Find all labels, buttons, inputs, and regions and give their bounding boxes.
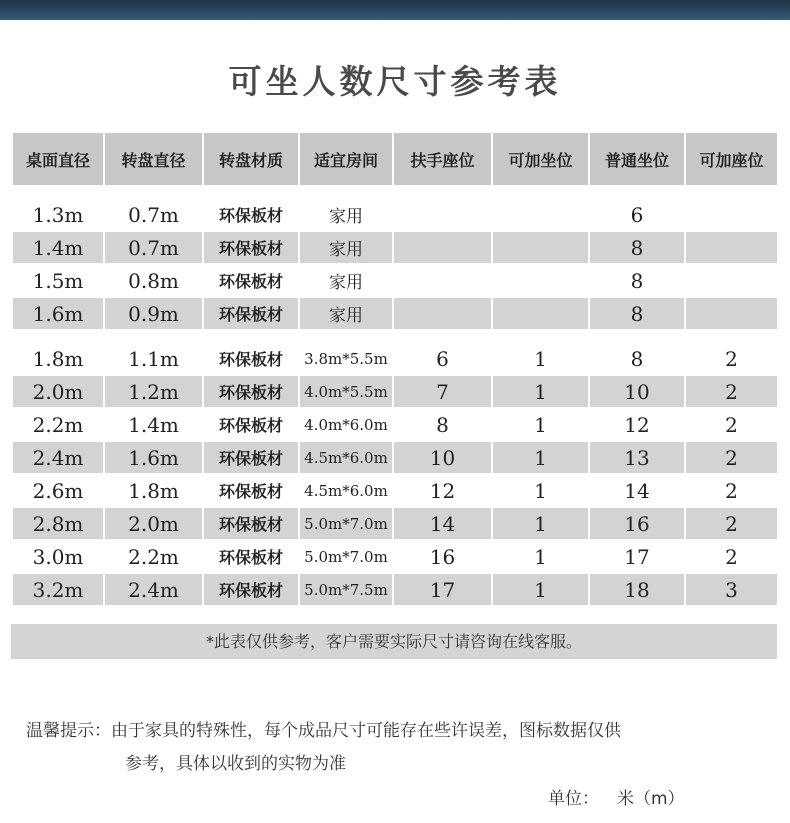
cell-turntable-diameter: 1.1m [128, 346, 179, 371]
cell-regular-seats: 8 [590, 232, 684, 263]
cell-turntable-diameter: 0.7m [105, 232, 202, 263]
cell-turntable-diameter: 2.4m [105, 574, 202, 605]
cell-armchair-seats: 16 [429, 544, 456, 569]
cell-extra-seats-2: 2 [686, 508, 777, 539]
cell-extra-seats-2 [686, 298, 777, 329]
cell-table-diameter: 3.0m [32, 544, 84, 569]
cell-armchair-seats: 6 [436, 346, 449, 371]
cell-regular-seats: 13 [590, 442, 684, 473]
table-row [13, 574, 777, 605]
cell-room: 5.0m*7.0m [300, 508, 392, 539]
top-banner [0, 0, 790, 20]
cell-material: 环保板材 [218, 548, 283, 567]
cell-extra-seats: 1 [534, 412, 547, 437]
cell-extra-seats [493, 265, 588, 296]
cell-room: 4.5m*6.0m [304, 481, 388, 500]
cell-armchair-seats: 12 [429, 478, 456, 503]
cell-extra-seats: 1 [493, 442, 588, 473]
cell-room: 5.0m*7.0m [304, 547, 388, 566]
cell-room: 家用 [329, 273, 363, 293]
cell-extra-seats: 1 [534, 346, 547, 371]
header-extra-seats: 可加坐位 [493, 133, 588, 185]
cell-extra-seats: 1 [534, 478, 547, 503]
cell-regular-seats: 14 [624, 478, 650, 503]
header-regular-seats: 普通坐位 [590, 133, 684, 185]
header-turntable-material: 转盘材质 [204, 133, 298, 185]
cell-material: 环保板材 [204, 508, 298, 539]
warm-tip-line-2: 参考，具体以收到的实物为准 [125, 754, 346, 774]
cell-turntable-diameter: 0.8m [128, 268, 179, 293]
cell-extra-seats-2: 2 [686, 442, 777, 473]
cell-armchair-seats [394, 199, 491, 230]
cell-table-diameter: 2.4m [13, 442, 103, 473]
warm-tip [26, 715, 746, 781]
cell-armchair-seats: 14 [394, 508, 491, 539]
table-row [13, 508, 777, 539]
cell-table-diameter: 1.3m [32, 202, 84, 227]
warm-tip-line-1: 温馨提示：由于家具的特殊性，每个成品尺寸可能存在些许误差，图标数据仅供 [26, 721, 621, 741]
cell-extra-seats-2 [686, 265, 777, 296]
page-title: 可坐人数尺寸参考表 [228, 62, 562, 101]
table-row [13, 265, 777, 296]
cell-material: 环保板材 [218, 482, 283, 501]
cell-armchair-seats [394, 232, 491, 263]
cell-armchair-seats: 10 [394, 442, 491, 473]
cell-extra-seats [493, 298, 588, 329]
cell-table-diameter: 2.6m [32, 478, 84, 503]
cell-extra-seats [493, 232, 588, 263]
cell-turntable-diameter: 2.0m [105, 508, 202, 539]
unit-label [548, 784, 685, 809]
header-extra-seats-2: 可加座位 [686, 133, 777, 185]
table-header-row [13, 133, 777, 185]
table-row [13, 232, 777, 263]
cell-material: 环保板材 [218, 350, 283, 369]
header-armchair-seats: 扶手座位 [394, 133, 491, 185]
cell-extra-seats-2: 2 [725, 478, 738, 503]
cell-table-diameter: 2.2m [32, 412, 84, 437]
header-turntable-diameter: 转盘直径 [105, 133, 202, 185]
cell-table-diameter: 3.2m [13, 574, 103, 605]
cell-regular-seats: 8 [630, 268, 644, 293]
header-suitable-room: 适宜房间 [300, 133, 392, 185]
cell-extra-seats-2: 2 [725, 412, 738, 437]
cell-table-diameter: 2.0m [13, 376, 103, 407]
cell-room: 家用 [300, 232, 392, 263]
cell-regular-seats: 16 [590, 508, 684, 539]
table-row [13, 442, 777, 473]
cell-regular-seats: 8 [630, 346, 644, 371]
cell-turntable-diameter: 1.6m [105, 442, 202, 473]
cell-extra-seats: 1 [493, 574, 588, 605]
cell-regular-seats: 10 [590, 376, 684, 407]
cell-extra-seats: 1 [493, 376, 588, 407]
cell-room: 家用 [300, 298, 392, 329]
cell-extra-seats-2 [686, 199, 777, 230]
cell-turntable-diameter: 0.9m [105, 298, 202, 329]
cell-table-diameter: 1.5m [32, 268, 84, 293]
cell-table-diameter: 2.8m [13, 508, 103, 539]
cell-extra-seats-2 [686, 232, 777, 263]
cell-material: 环保板材 [204, 574, 298, 605]
cell-material: 环保板材 [204, 232, 298, 263]
cell-material: 环保板材 [204, 376, 298, 407]
cell-room: 家用 [329, 207, 363, 227]
table-row [13, 475, 777, 506]
cell-turntable-diameter: 1.2m [105, 376, 202, 407]
table-row [13, 298, 777, 329]
reference-note: *此表仅供参考，客户需要实际尺寸请咨询在线客服。 [11, 624, 777, 659]
seating-reference-table [11, 131, 779, 607]
cell-armchair-seats [394, 265, 491, 296]
cell-material: 环保板材 [204, 298, 298, 329]
cell-table-diameter: 1.8m [32, 346, 84, 371]
table-row [13, 541, 777, 572]
unit-label-text: 单位： [548, 789, 599, 809]
cell-extra-seats: 1 [534, 544, 547, 569]
cell-turntable-diameter: 2.2m [128, 544, 179, 569]
cell-turntable-diameter: 0.7m [128, 202, 179, 227]
table-row [13, 343, 777, 374]
cell-extra-seats [493, 199, 588, 230]
cell-room: 5.0m*7.5m [300, 574, 392, 605]
cell-material: 环保板材 [204, 442, 298, 473]
cell-regular-seats: 17 [624, 544, 650, 569]
table-row [13, 199, 777, 230]
spacer-row [13, 187, 777, 197]
cell-regular-seats: 8 [590, 298, 684, 329]
cell-armchair-seats: 17 [394, 574, 491, 605]
cell-room: 4.5m*6.0m [300, 442, 392, 473]
table-row [13, 376, 777, 407]
table-row [13, 409, 777, 440]
spacer-row [13, 331, 777, 341]
cell-extra-seats-2: 2 [725, 346, 738, 371]
cell-table-diameter: 1.4m [13, 232, 103, 263]
cell-regular-seats: 12 [624, 412, 650, 437]
cell-room: 4.0m*5.5m [300, 376, 392, 407]
unit-value: 米（m） [617, 789, 685, 809]
cell-armchair-seats [394, 298, 491, 329]
cell-room: 3.8m*5.5m [304, 349, 388, 368]
cell-regular-seats: 6 [630, 202, 644, 227]
cell-armchair-seats: 8 [436, 412, 449, 437]
cell-turntable-diameter: 1.4m [128, 412, 179, 437]
header-table-diameter: 桌面直径 [13, 133, 103, 185]
cell-extra-seats-2: 3 [686, 574, 777, 605]
cell-room: 4.0m*6.0m [304, 415, 388, 434]
cell-extra-seats: 1 [493, 508, 588, 539]
cell-regular-seats: 18 [590, 574, 684, 605]
cell-extra-seats-2: 2 [725, 544, 738, 569]
cell-material: 环保板材 [218, 272, 283, 291]
cell-turntable-diameter: 1.8m [128, 478, 179, 503]
cell-extra-seats-2: 2 [686, 376, 777, 407]
cell-table-diameter: 1.6m [13, 298, 103, 329]
cell-material: 环保板材 [218, 416, 283, 435]
cell-material: 环保板材 [218, 206, 283, 225]
cell-armchair-seats: 7 [394, 376, 491, 407]
